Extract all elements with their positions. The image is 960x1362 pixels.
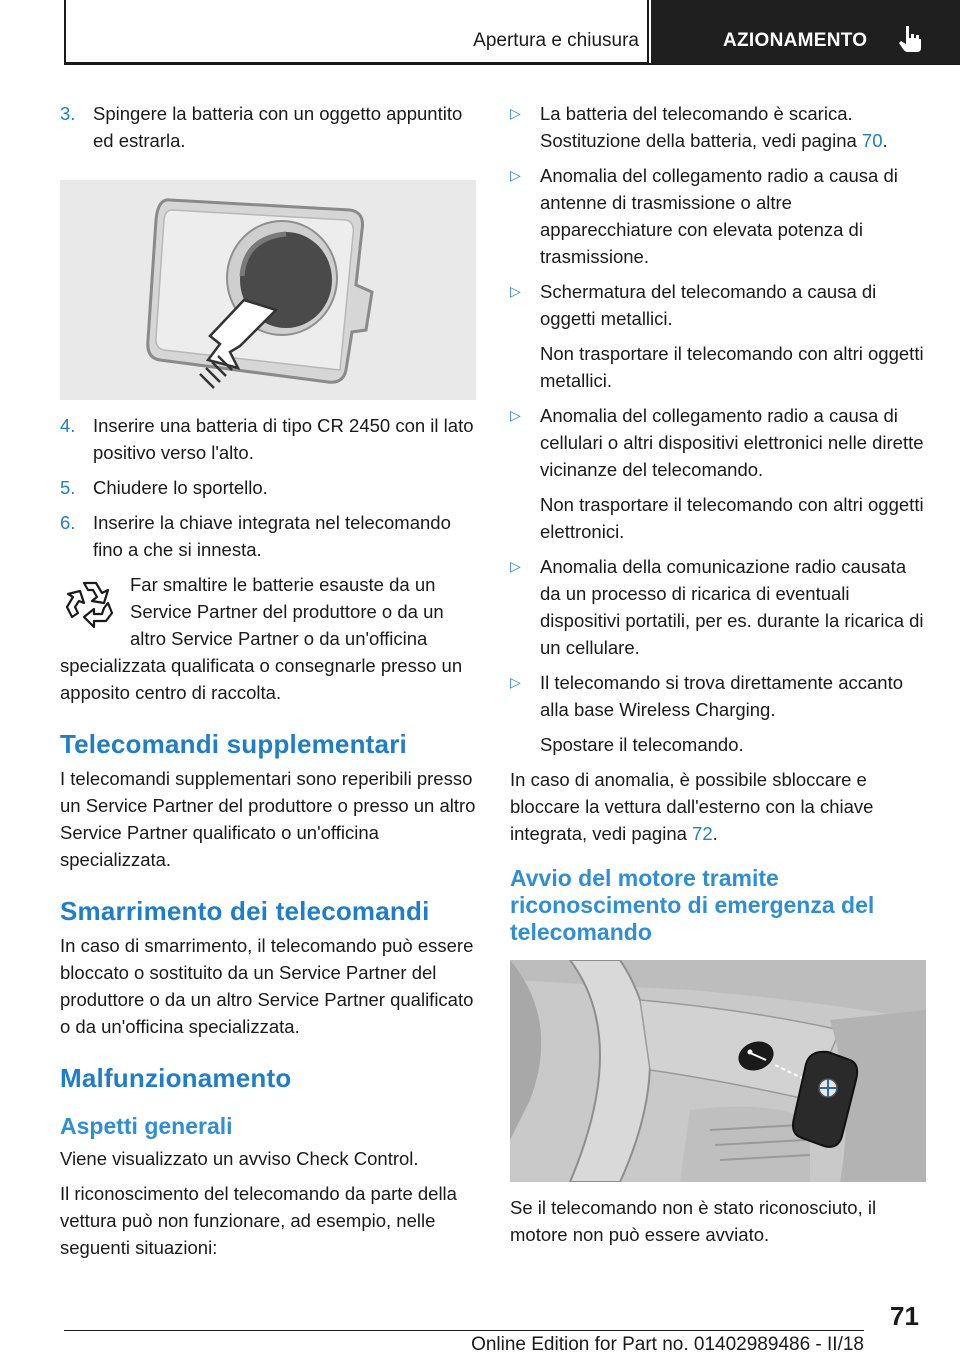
list-item	[510, 162, 928, 270]
paragraph-lost-remotes: In caso di smarrimento, il telecomando può essere bloccato o sostituito da un Service Partner del produttore o da un altro Service Partner qualificato o da un'officina specializzata.	[60, 935, 474, 1037]
triangle-bullet-icon: ▷	[510, 167, 521, 183]
left-column	[60, 100, 478, 1269]
right-column	[510, 100, 928, 1256]
step-5	[60, 474, 478, 501]
header-chapter-tab	[651, 0, 960, 64]
list-item-text: Anomalia del collegamento radio a causa di antenne di trasmissione o altre apparecchiature con elevata potenza di trasmissione.	[540, 165, 898, 267]
note-text: Far smaltire le batterie esauste da un Service Partner del produttore o da un altro Service Partner o da un'officina specializzata qualificata o consegnarle presso un apposito centro di raccolta.	[60, 574, 463, 703]
paragraph-extra-remotes: I telecomandi supplementari sono reperibili presso un Service Partner del produttore o presso un altro Service Partner qualificato o un'officina specializzata.	[60, 768, 476, 870]
list-item-text-end: .	[882, 130, 888, 151]
chapter-title: AZIONAMENTO	[723, 30, 868, 51]
recycle-icon	[64, 575, 118, 631]
step-text: Inserire la chiave integrata nel telecomando fino a che si innesta.	[93, 512, 451, 560]
heading-emergency-start: Avvio del motore tramite riconoscimento di emergenza del telecomando	[510, 865, 875, 945]
step-number: 5.	[60, 477, 76, 498]
heading-lost-remotes: Smarrimento dei telecomandi	[60, 896, 430, 926]
list-item-text: La batteria del telecomando è scarica. Sostituzione della batteria, vedi pagina	[540, 103, 862, 151]
edition-note: Online Edition for Part no. 01402989486 - II/18	[471, 1334, 864, 1355]
list-item	[510, 402, 928, 483]
step-6	[60, 509, 478, 563]
list-item-subtext: Non trasportare il telecomando con altri oggetti metallici.	[540, 343, 924, 391]
list-item	[510, 553, 928, 661]
page-link-70[interactable]: 70	[861, 130, 883, 151]
list-item-subtext: Non trasportare il telecomando con altri oggetti elettronici.	[540, 494, 924, 542]
paragraph-integrated-key	[510, 766, 928, 847]
environment-note	[60, 571, 478, 706]
battery-removal-figure	[60, 180, 476, 400]
triangle-bullet-icon: ▷	[510, 407, 521, 423]
paragraph-text-end: .	[712, 823, 718, 844]
list-item-text: Anomalia della comunicazione radio causata da un processo di ricarica di eventuali dispositivi portatili, per es. durante la ricarica di un cellulare.	[540, 556, 924, 658]
header-section-title: Apertura e chiusura	[473, 30, 639, 51]
step-4	[60, 412, 478, 466]
triangle-bullet-icon: ▷	[510, 283, 521, 299]
list-item-text: Schermatura del telecomando a causa di oggetti metallici.	[540, 281, 877, 329]
list-item-text: Anomalia del collegamento radio a causa di cellulari o altri dispositivi elettronici nelle dirette vicinanze del telecomando.	[540, 405, 924, 480]
list-item-subtext: Spostare il telecomando.	[540, 734, 744, 755]
triangle-bullet-icon: ▷	[510, 558, 521, 574]
page-link-72[interactable]: 72	[692, 823, 713, 844]
heading-general: Aspetti generali	[60, 1113, 233, 1139]
step-number: 4.	[60, 415, 76, 436]
heading-extra-remotes: Telecomandi supplementari	[60, 729, 407, 759]
list-item	[510, 100, 928, 154]
list-item	[510, 278, 928, 332]
list-item	[510, 669, 928, 723]
triangle-bullet-icon: ▷	[510, 105, 521, 121]
page-number: 71	[890, 1301, 919, 1331]
footer-rule	[64, 1330, 864, 1331]
step-text: Spingere la batteria con un oggetto appuntito ed estrarla.	[93, 103, 463, 151]
steering-column-illustration	[510, 960, 926, 1182]
step-text: Chiudere lo sportello.	[93, 477, 268, 498]
pointing-hand-icon	[897, 24, 923, 54]
paragraph-check-control: Viene visualizzato un avviso Check Control.	[60, 1148, 419, 1169]
emergency-start-figure	[510, 960, 926, 1182]
list-item-text: Il telecomando si trova direttamente accanto alla base Wireless Charging.	[540, 672, 903, 720]
paragraph-text: In caso di anomalia, è possibile sbloccare e bloccare la vettura dall'esterno con la chiave integrata, vedi pagina	[510, 769, 874, 844]
paragraph-engine-start: Se il telecomando non è stato riconosciuto, il motore non può essere avviato.	[510, 1197, 877, 1245]
key-battery-illustration	[60, 180, 476, 400]
step-number: 6.	[60, 512, 76, 533]
step-number: 3.	[60, 103, 76, 124]
step-text: Inserire una batteria di tipo CR 2450 con il lato positivo verso l'alto.	[93, 415, 474, 463]
triangle-bullet-icon: ▷	[510, 674, 521, 690]
heading-malfunction: Malfunzionamento	[60, 1063, 292, 1093]
step-3	[60, 100, 478, 154]
paragraph-recognition: Il riconoscimento del telecomando da parte della vettura può non funzionare, ad esempio, nelle seguenti situazioni:	[60, 1183, 457, 1258]
